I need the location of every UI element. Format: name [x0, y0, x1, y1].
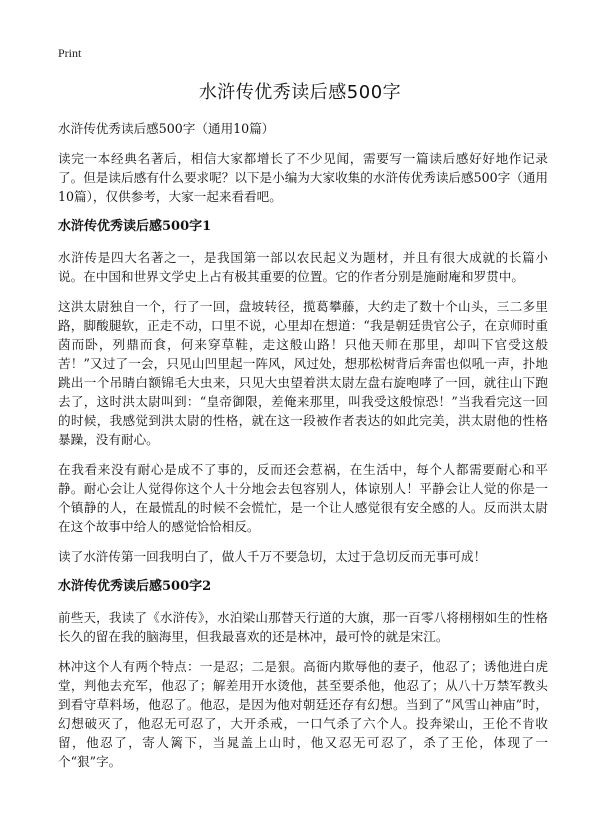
paragraph: 林冲这个人有两个特点：一是忍；二是狠。高衙内欺辱他的妻子，他忍了；诱他进白虎堂，判他去充军，他忍了；解差用开水烫他，甚至要杀他，他忍了；从八十万禁军教头到看守草料场，他忍了。他忍，是因为他对朝廷还存有幻想。当到了“风雪山神庙”时，幻想破灭了，他忍无可忍了，大开杀戒，一口气杀了六个人。投奔梁山，王伦不肯收留，他忍了，寄人篱下，当晁盖上山时，他又忍无可忍了，杀了王伦，体现了一个“狠”字。: [58, 659, 548, 769]
intro-paragraph: 读完一本经典名著后，相信大家都增长了不少见闻，需要写一篇读后感好好地作记录了。但是读后感有什么要求呢？以下是小编为大家收集的水浒传优秀读后感500字（通用10篇），仅供参考，大家一起来看看吧。: [58, 151, 549, 204]
paragraph: 在我看来没有耐心是成不了事的，反而还会惹祸，在生活中，每个人都需要耐心和平静。耐心会让人觉得你这个人十分地会去包容别人，体谅别人！平静会让人觉的你是一个镇静的人，在最慌乱的时候不会慌忙，是一个让人感觉很有安全感的人。反而洪太尉在这个故事中给人的感觉恰恰相反。: [58, 462, 548, 534]
section-heading: 水浒传优秀读后感500字1: [58, 219, 212, 234]
section-heading: 水浒传优秀读后感500字2: [58, 579, 212, 594]
paragraph: 前些天，我读了《水浒传》，水泊梁山那替天行道的大旗，那一百零八将栩栩如生的性格长久的留在我的脑海里，但我最喜欢的还是林冲，最可怜的就是宋江。: [58, 610, 548, 644]
print-link[interactable]: Print: [58, 46, 82, 60]
article-body: [58, 119, 548, 782]
page-title: 水浒传优秀读后感500字: [198, 82, 402, 103]
article-subtitle: 水浒传优秀读后感500字（通用10篇）: [58, 121, 275, 136]
paragraph: 水浒传是四大名著之一，是我国第一部以农民起义为题材，并且有很大成就的长篇小说。在中国和世界文学史上占有极其重要的位置。它的作者分别是施耐庵和罗贯中。: [58, 250, 548, 284]
paragraph: 读了水浒传第一回我明白了，做人千万不要急切，太过于急切反而无事可成！: [58, 549, 487, 564]
paragraph: 这洪太尉独自一个，行了一回，盘坡转径，揽葛攀藤，大约走了数十个山头，三二多里路，脚酸腿软，正走不动，口里不说，心里却在想道：“我是朝廷贵官公子，在京师时重茵而卧，列鼎而食，何来穿草鞋，走这般山路！只他天师在那里，却叫下官受这般苦！”又过了一会，只见山凹里起一阵风，风过处，想那松树背后奔雷也似吼一声，扑地跳出一个吊睛白额锦毛大虫来，只见大虫望着洪太尉左盘右旋咆哮了一回，就往山下跑去了，这时洪太尉叫到：“皇帝御限，差俺来那里，叫我受这般惊恐！”当我看完这一回的时候，我感觉到洪太尉的性格，就在这一段被作者表达的如此完美，洪太尉他的性格暴躁，没有耐心。: [58, 299, 548, 447]
